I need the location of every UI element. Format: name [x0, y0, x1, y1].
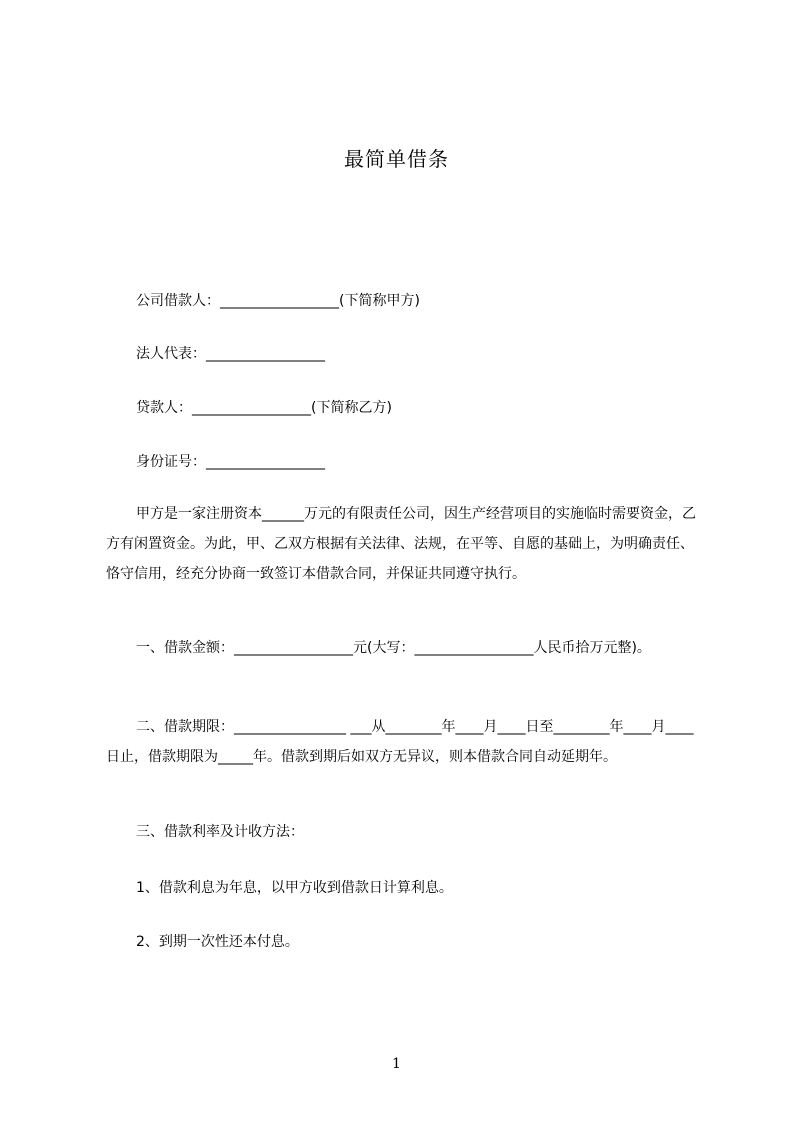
clause-loan-term: [106, 712, 702, 772]
clause-loan-term-text: 二、借款期限：________________ ___从________年____月____日至________年____月____日止，借款期限为_____年。借款到期后如双方无异议，则本借款合同自动延期年。: [106, 719, 694, 765]
intro-text: 甲方是一家注册资本______万元的有限责任公司，因生产经营项目的实施临时需要资金，乙方有闲置资金。为此，甲、乙双方根据有关法律、法规，在平等、自愿的基础上，为明确责任、恪守信用，经充分协商一致签订本借款合同，并保证共同遵守执行。: [106, 506, 696, 582]
page-number: 1: [392, 1056, 401, 1072]
company-borrower-field: 公司借款人：_________________(下简称甲方): [136, 293, 420, 309]
intro-paragraph: [106, 499, 700, 589]
clause-interest-heading: 三、借款利率及计收方法：: [136, 824, 304, 840]
legal-representative-field: 法人代表：_________________: [136, 346, 325, 362]
interest-item-1: 1、借款利息为年息，以甲方收到借款日计算利息。: [136, 880, 453, 896]
lender-field: 贷款人：_________________(下简称乙方): [136, 400, 392, 416]
document-title: 最简单借条: [344, 147, 449, 171]
clause-loan-amount: [106, 633, 702, 663]
interest-item-2: 2、到期一次性还本付息。: [136, 934, 299, 950]
id-number-field: 身份证号：_________________: [136, 454, 325, 470]
clause-loan-amount-text: 一、借款金额：_________________元(大写：_________________人民币拾万元整)。: [136, 640, 651, 656]
